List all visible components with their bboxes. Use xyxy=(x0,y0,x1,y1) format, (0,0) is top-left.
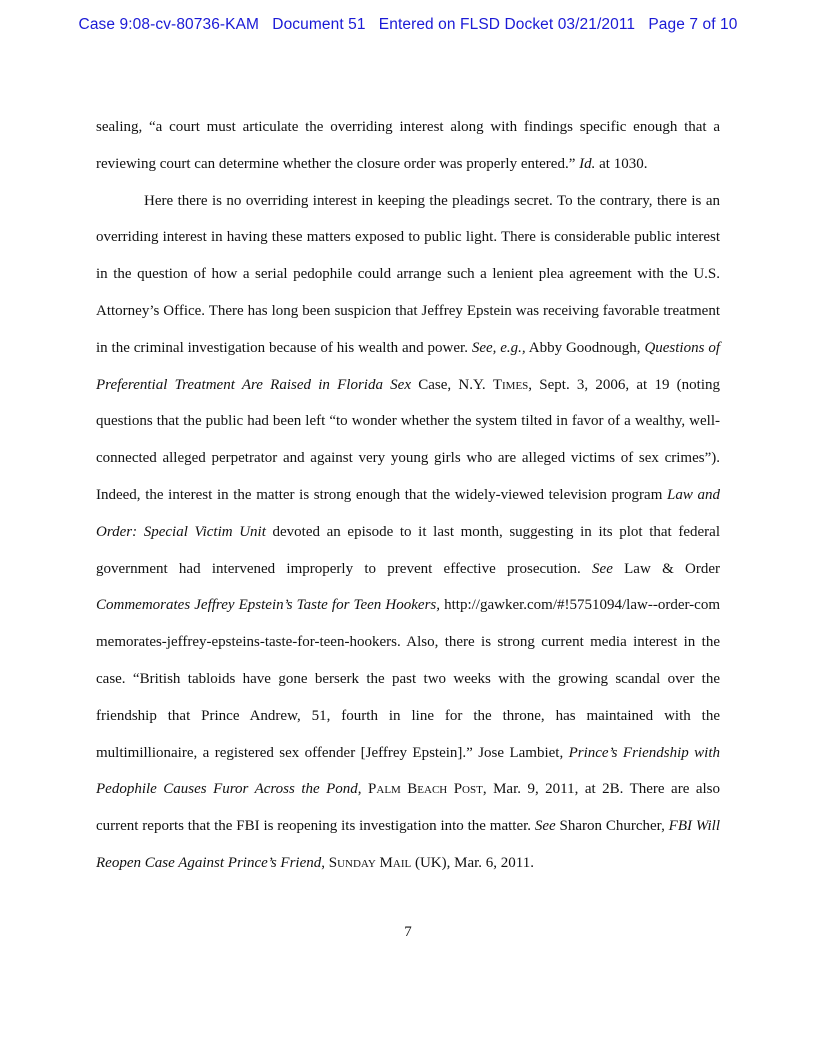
gawker-url: http://gawker.com/#!5751094/law--order-commemorates-jeffrey-epsteins-taste-for-teen-hookers xyxy=(96,597,720,651)
para2-text-1: Here there is no overriding interest in keeping the pleadings secret. To the contrary, there is an overriding interest in having these matters exposed to public light. There is considerable public interest in the question of how a serial pedophile could arrange such a lenient plea agreement with the U.S. Attorney’s Office. There has long been suspicion that Jeffrey Epstein was receiving favorable treatment in the criminal investigation because of his wealth and power. xyxy=(96,192,720,356)
para1-text-1: sealing, “a court must articulate the overriding interest along with findings specific enough that a reviewing court can determine whether the closure order was properly entered.” xyxy=(96,119,720,172)
document-body xyxy=(96,109,720,882)
publication-nyt: Times xyxy=(492,376,529,393)
article-title-friendship: Prince’s Friendship with Pedophile Causes Furor Across the Pond xyxy=(96,744,720,798)
para2-text-5: devoted an episode to it last month, suggesting in its plot that federal government had intervened improperly to prevent effective prosecution. xyxy=(96,523,720,577)
para2-text-3: Case, N.Y. xyxy=(411,376,493,393)
para2-text-8: . Also, there is strong current media interest in the case. “British tabloids have gone berserk the past two weeks with the growing scandal over the friendship that Prince Andrew, 51, fourth in line for the throne, has maintained with the multimillionaire, a registered sex offender [Jeffrey Epstein].” Jose Lambiet, xyxy=(96,634,720,761)
paragraph-2 xyxy=(96,183,720,882)
publication-palm-beach-post: Palm Beach Post xyxy=(368,781,483,798)
signal-see-2: See xyxy=(534,818,556,835)
paragraph-1 xyxy=(96,109,720,183)
article-title-commemorates: Commemorates Jeffrey Epstein’s Taste for Teen Hookers, xyxy=(96,597,440,614)
para1-text-2: at 1030. xyxy=(595,155,648,172)
para2-text-13: (UK), Mar. 6, 2011. xyxy=(411,854,534,871)
id-citation: Id. xyxy=(579,155,596,172)
article-title-questions: Questions of Preferential Treatment Are Raised in Florida Sex xyxy=(96,339,720,393)
docket-header: Case 9:08-cv-80736-KAM Document 51 Entered on FLSD Docket 03/21/2011 Page 7 of 10 xyxy=(78,16,738,33)
program-title: Law and Order: Special Victim Unit xyxy=(96,486,720,540)
para2-text-6: Law & Order xyxy=(612,560,720,577)
para2-text-12: , xyxy=(321,854,329,871)
para2-text-9: , xyxy=(357,781,369,798)
para2-text-2: Abby Goodnough, xyxy=(525,339,645,356)
page-number: 7 xyxy=(404,924,412,940)
article-title-fbi: FBI Will Reopen Case Against Prince’s Friend xyxy=(96,818,720,871)
para2-text-11: Sharon Churcher, xyxy=(555,818,669,835)
signal-see-eg: See, e.g., xyxy=(471,339,526,356)
signal-see-1: See xyxy=(592,560,613,577)
para2-text-10: , Mar. 9, 2011, at 2B. There are also current reports that the FBI is reopening its investigation into the matter. xyxy=(96,781,720,835)
para2-text-4: , Sept. 3, 2006, at 19 (noting questions that the public had been left “to wonder whether the system tilted in favor of a wealthy, well-connected alleged perpetrator and against very young girls who are alleged victims of sex crimes”). Indeed, the interest in the matter is strong enough that the widely-viewed television program xyxy=(96,376,721,503)
publication-sunday-mail: Sunday Mail xyxy=(328,854,412,871)
